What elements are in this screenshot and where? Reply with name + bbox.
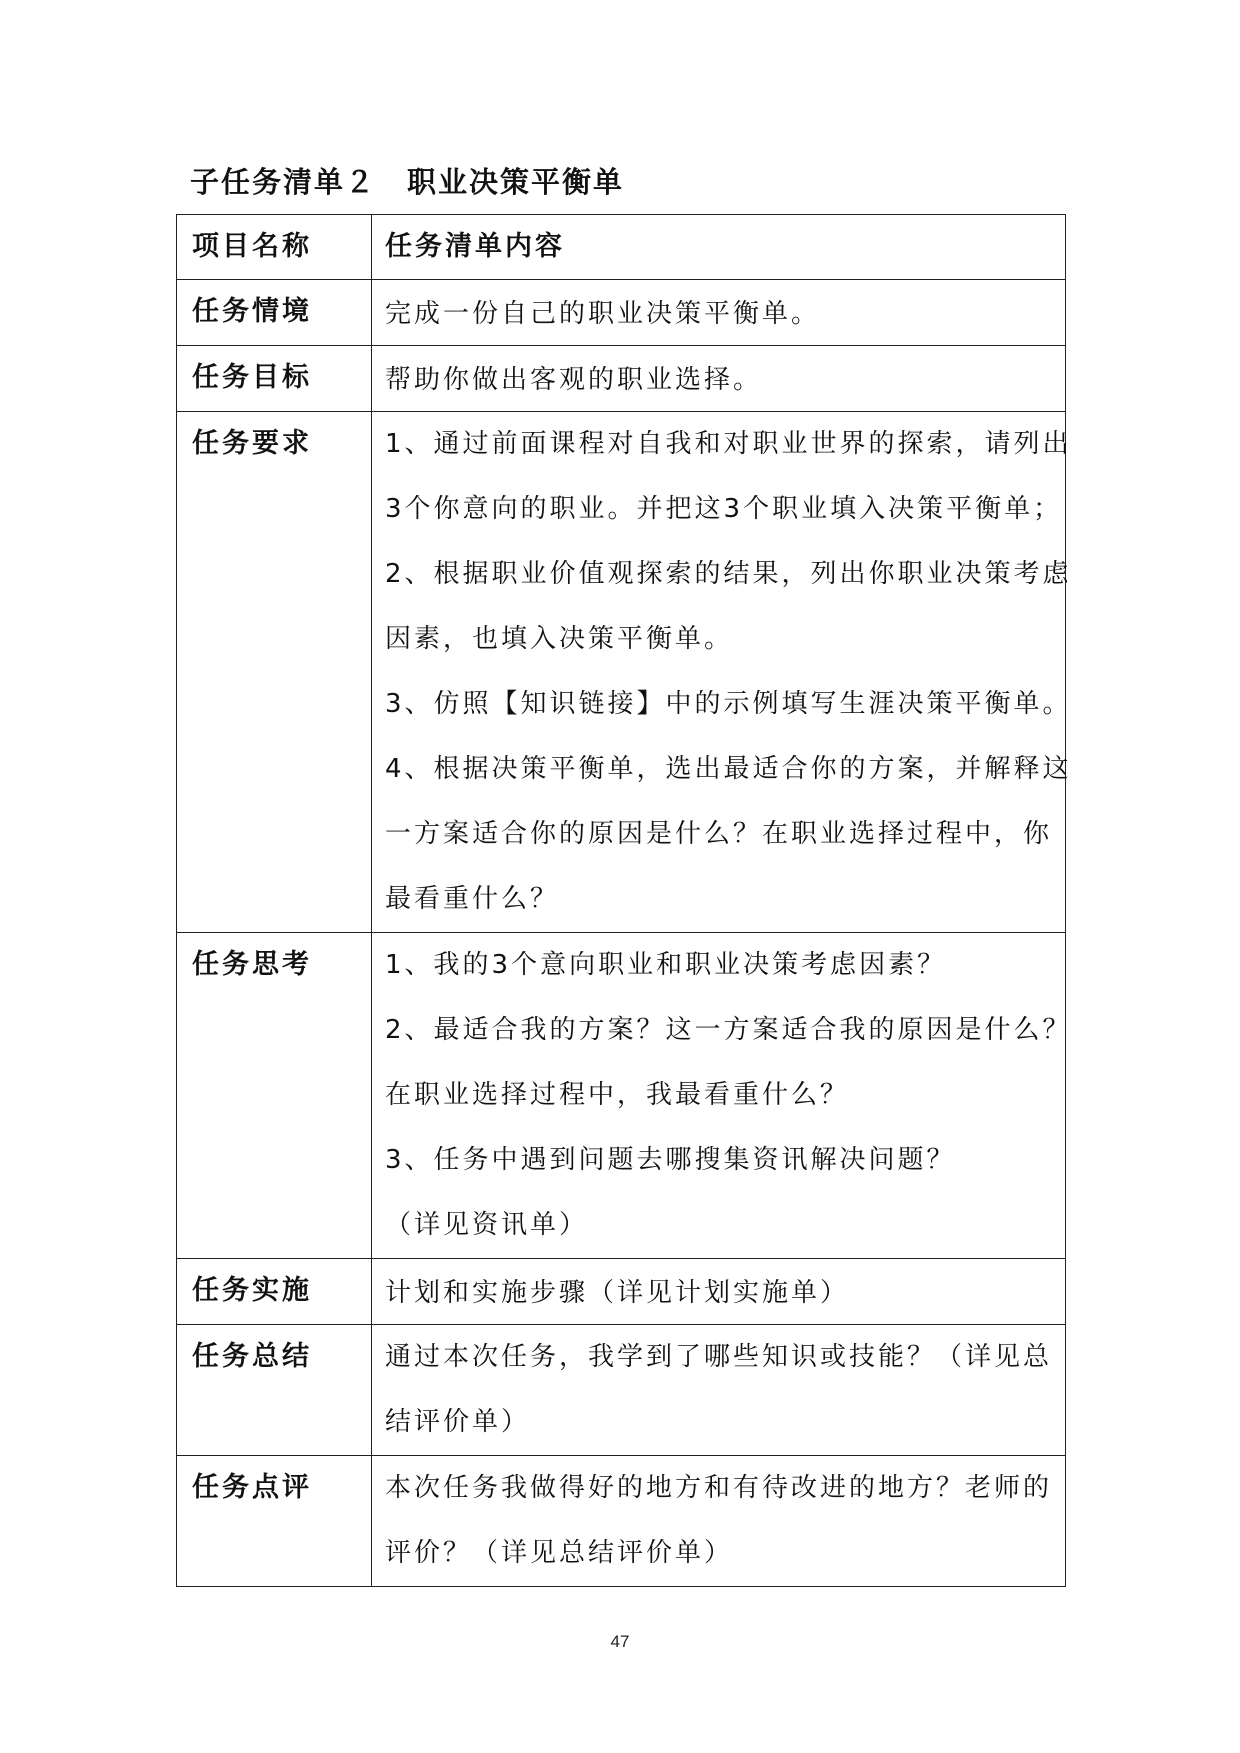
table-row-implementation xyxy=(177,1259,1066,1325)
table-row-review xyxy=(177,1456,1066,1587)
content-line: 3、仿照【知识链接】中的示例填写生涯决策平衡单。 xyxy=(385,689,1072,719)
row-content xyxy=(372,1259,1066,1325)
content-line: 2、最适合我的方案？这一方案适合我的原因是什么？ xyxy=(385,1015,1072,1045)
content-line: 帮助你做出客观的职业选择。 xyxy=(385,365,763,395)
row-label: 任务情境 xyxy=(177,280,372,346)
row-content xyxy=(372,280,1066,346)
row-label: 任务思考 xyxy=(177,933,372,1259)
content-line: 评价？（详见总结评价单） xyxy=(385,1538,734,1568)
header-label-cell: 项目名称 xyxy=(177,215,372,280)
table-row-situation xyxy=(177,280,1066,346)
page-number: 47 xyxy=(610,1632,630,1651)
row-label: 任务实施 xyxy=(177,1259,372,1325)
content-line: 4、根据决策平衡单，选出最适合你的方案，并解释这 xyxy=(385,754,1072,784)
table-row-requirements xyxy=(177,412,1066,933)
content-line: 最看重什么？ xyxy=(385,884,560,914)
content-line: 完成一份自己的职业决策平衡单。 xyxy=(385,299,821,329)
row-label: 任务点评 xyxy=(177,1456,372,1587)
content-line: 因素，也填入决策平衡单。 xyxy=(385,624,734,654)
content-line: 计划和实施步骤（详见计划实施单） xyxy=(385,1278,850,1308)
row-label: 任务目标 xyxy=(177,346,372,412)
table-header-row xyxy=(177,215,1066,280)
header-content-cell: 任务清单内容 xyxy=(372,215,1066,280)
content-line: 1、通过前面课程对自我和对职业世界的探索，请列出 xyxy=(385,429,1072,459)
content-line: 结评价单） xyxy=(385,1407,531,1437)
content-line: 在职业选择过程中，我最看重什么？ xyxy=(385,1080,850,1110)
content-line: 一方案适合你的原因是什么？在职业选择过程中，你 xyxy=(385,819,1053,849)
row-label: 任务总结 xyxy=(177,1325,372,1456)
document-title: 子任务清单２ 职业决策平衡单 xyxy=(190,165,625,199)
content-line: 通过本次任务，我学到了哪些知识或技能？（详见总 xyxy=(385,1342,1053,1372)
content-line: 本次任务我做得好的地方和有待改进的地方？老师的 xyxy=(385,1473,1053,1503)
content-line: （详见资讯单） xyxy=(385,1210,589,1240)
content-line: 3、任务中遇到问题去哪搜集资讯解决问题？ xyxy=(385,1145,956,1175)
task-list-table xyxy=(176,214,1072,1587)
table-row-goal xyxy=(177,346,1066,412)
row-content xyxy=(372,1325,1066,1456)
row-content xyxy=(372,933,1072,1259)
row-content xyxy=(372,346,1066,412)
content-line: 1、我的3个意向职业和职业决策考虑因素？ xyxy=(385,950,947,980)
row-content xyxy=(372,1456,1066,1587)
content-line: 2、根据职业价值观探索的结果，列出你职业决策考虑 xyxy=(385,559,1072,589)
content-line: 3个你意向的职业。并把这3个职业填入决策平衡单； xyxy=(385,494,1063,524)
table-row-summary xyxy=(177,1325,1066,1456)
table-row-reflection xyxy=(177,933,1066,1259)
row-content xyxy=(372,412,1072,933)
row-label: 任务要求 xyxy=(177,412,372,933)
